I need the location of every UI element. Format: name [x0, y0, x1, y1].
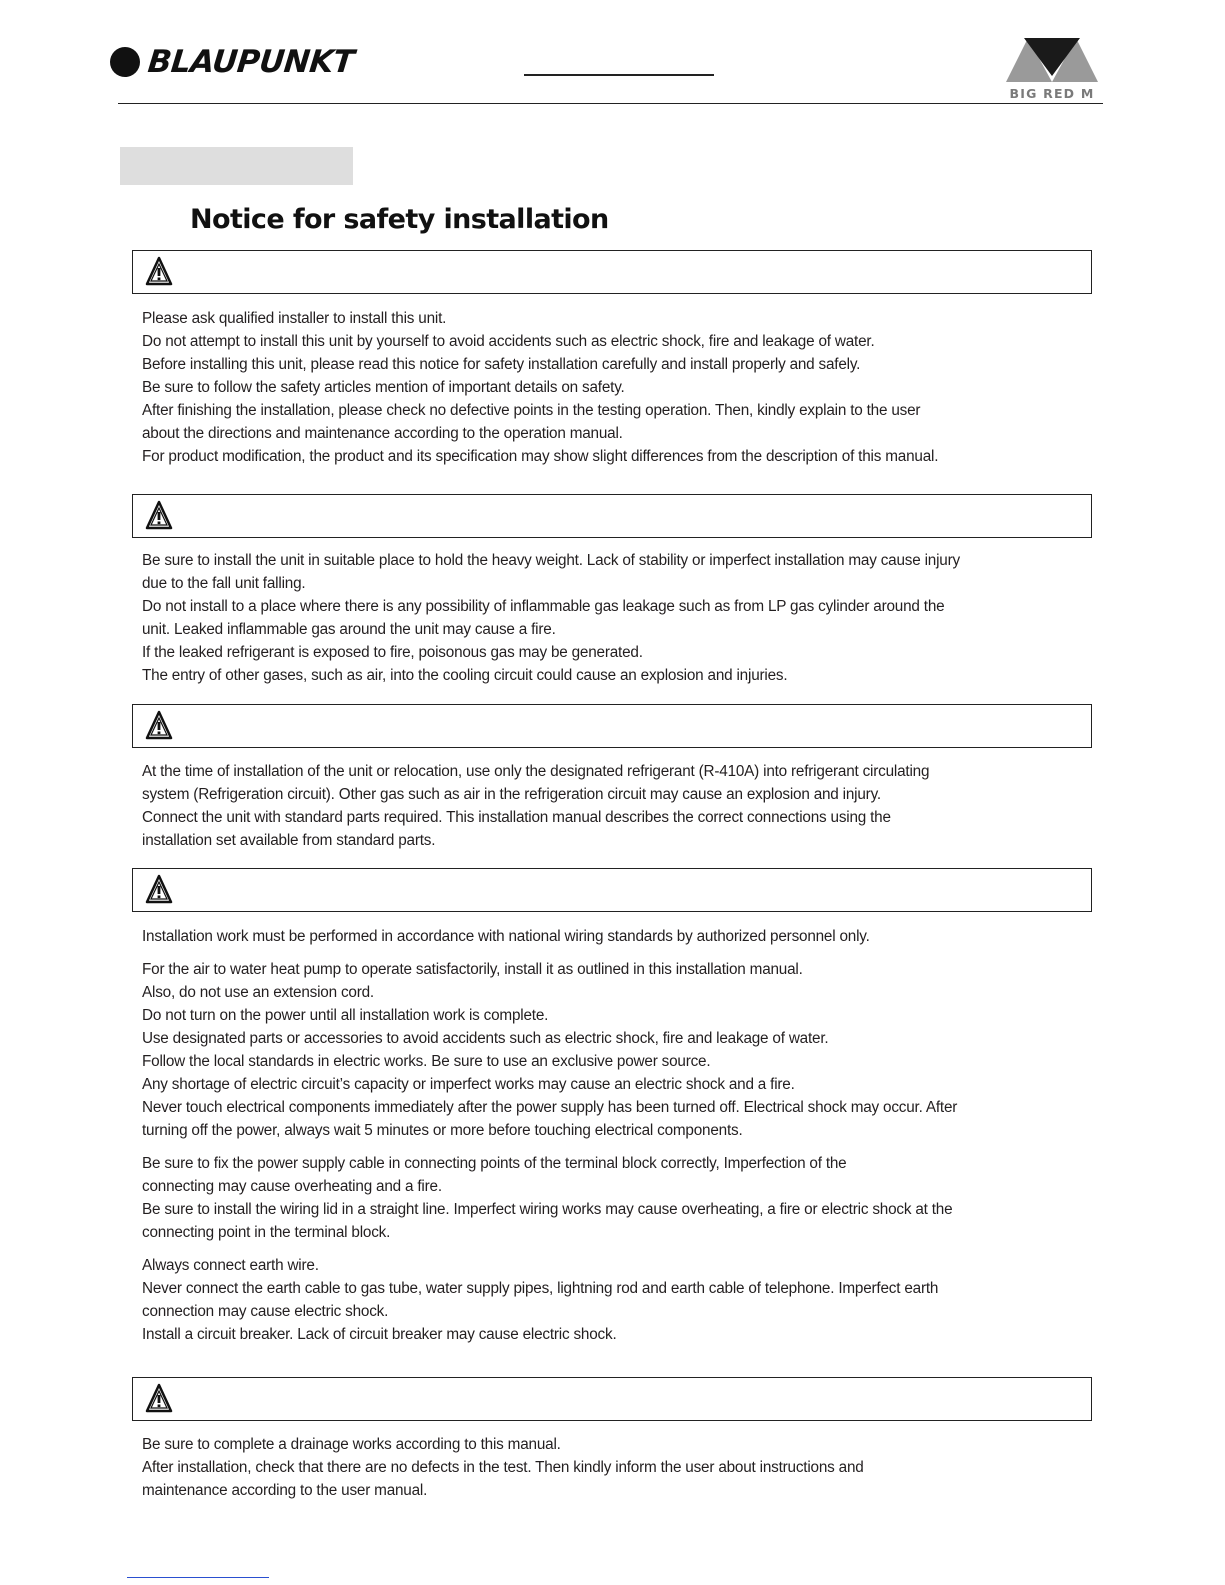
brand-left: BLAUPUNKT [146, 44, 356, 80]
text-line: After finishing the installation, please check no defective points in the testing operation. Then, kindly explain to the user [142, 402, 921, 419]
footer-link-line [127, 1577, 269, 1578]
text-line: connecting may cause overheating and a fire. [142, 1178, 442, 1195]
warning-triangle-icon [145, 874, 173, 904]
text-line: For product modification, the product and its specification may show slight differences from the description of this manual. [142, 448, 939, 465]
text-line: Please ask qualified installer to install this unit. [142, 310, 447, 327]
header-blank-line [524, 74, 714, 76]
big-red-m-logo [1006, 34, 1098, 100]
warning-triangle-icon [145, 1383, 173, 1413]
warning-triangle-icon [145, 256, 173, 286]
warning-box [132, 704, 1092, 748]
text-line: Connect the unit with standard parts required. This installation manual describes the correct connections using the [142, 809, 891, 826]
text-line: Do not turn on the power until all installation work is complete. [142, 1007, 549, 1024]
big-red-m-icon [1006, 34, 1098, 86]
text-line: Be sure to complete a drainage works according to this manual. [142, 1436, 561, 1453]
text-line: Be sure to install the unit in suitable place to hold the heavy weight. Lack of stability or imperfect installation may cause injury [142, 552, 960, 569]
text-line: Also, do not use an extension cord. [142, 984, 374, 1001]
text-line: maintenance according to the user manual. [142, 1482, 428, 1499]
text-line: Never touch electrical components immediately after the power supply has been turned off. Electrical shock may occur. After [142, 1099, 958, 1116]
warning-box [132, 868, 1092, 912]
text-line: Always connect earth wire. [142, 1257, 319, 1274]
text-line: connecting point in the terminal block. [142, 1224, 391, 1241]
section-tab [120, 147, 353, 185]
text-line: turning off the power, always wait 5 minutes or more before touching electrical components. [142, 1122, 743, 1139]
text-line: Be sure to install the wiring lid in a straight line. Imperfect wiring works may cause overheating, a fire or electric shock at the [142, 1201, 953, 1218]
text-line: After installation, check that there are no defects in the test. Then kindly inform the user about instructions and [142, 1459, 864, 1476]
text-line: The entry of other gases, such as air, into the cooling circuit could cause an explosion and injuries. [142, 667, 788, 684]
warning-box [132, 494, 1092, 538]
text-line: At the time of installation of the unit or relocation, use only the designated refrigerant (R-410A) into refrigerant circulating [142, 763, 930, 780]
warning-triangle-icon [145, 710, 173, 740]
text-line: Do not attempt to install this unit by yourself to avoid accidents such as electric shock, fire and leakage of water. [142, 333, 875, 350]
text-line: Never connect the earth cable to gas tube, water supply pipes, lightning rod and earth cable of telephone. Imperfect earth [142, 1280, 939, 1297]
text-line: due to the fall unit falling. [142, 575, 306, 592]
text-line: connection may cause electric shock. [142, 1303, 389, 1320]
section-1-text [142, 307, 1092, 468]
text-line: Follow the local standards in electric works. Be sure to use an exclusive power source. [142, 1053, 711, 1070]
section-5-text [142, 1433, 1092, 1502]
warning-box [132, 250, 1092, 294]
text-line: Install a circuit breaker. Lack of circuit breaker may cause electric shock. [142, 1326, 617, 1343]
brand-right: BIG RED M [1009, 86, 1095, 101]
text-line: Before installing this unit, please read this notice for safety installation carefully and install properly and safely. [142, 356, 861, 373]
text-line: installation set available from standard parts. [142, 832, 436, 849]
text-line: Be sure to follow the safety articles mention of important details on safety. [142, 379, 625, 396]
text-line: Be sure to fix the power supply cable in connecting points of the terminal block correctly, Imperfection of the [142, 1155, 847, 1172]
logo-dot [110, 47, 140, 77]
text-line: about the directions and maintenance according to the operation manual. [142, 425, 623, 442]
warning-box [132, 1377, 1092, 1421]
section-3-text [142, 760, 1092, 852]
text-line: Use designated parts or accessories to avoid accidents such as electric shock, fire and leakage of water. [142, 1030, 829, 1047]
text-line: For the air to water heat pump to operate satisfactorily, install it as outlined in this installation manual. [142, 961, 803, 978]
section-2-text [142, 549, 1092, 687]
warning-triangle-icon [145, 500, 173, 530]
header-rule [118, 103, 1103, 104]
text-line: Any shortage of electric circuit’s capacity or imperfect works may cause an electric shock and a fire. [142, 1076, 795, 1093]
text-line: If the leaked refrigerant is exposed to fire, poisonous gas may be generated. [142, 644, 643, 661]
section-4-text [142, 925, 1092, 1346]
text-line: Installation work must be performed in accordance with national wiring standards by authorized personnel only. [142, 928, 870, 945]
page-title: Notice for safety installation [190, 204, 609, 235]
text-line: Do not install to a place where there is any possibility of inflammable gas leakage such as from LP gas cylinder around the [142, 598, 945, 615]
blaupunkt-logo [110, 44, 354, 80]
text-line: system (Refrigeration circuit). Other gas such as air in the refrigeration circuit may cause an explosion and injury. [142, 786, 881, 803]
text-line: unit. Leaked inflammable gas around the unit may cause a fire. [142, 621, 556, 638]
